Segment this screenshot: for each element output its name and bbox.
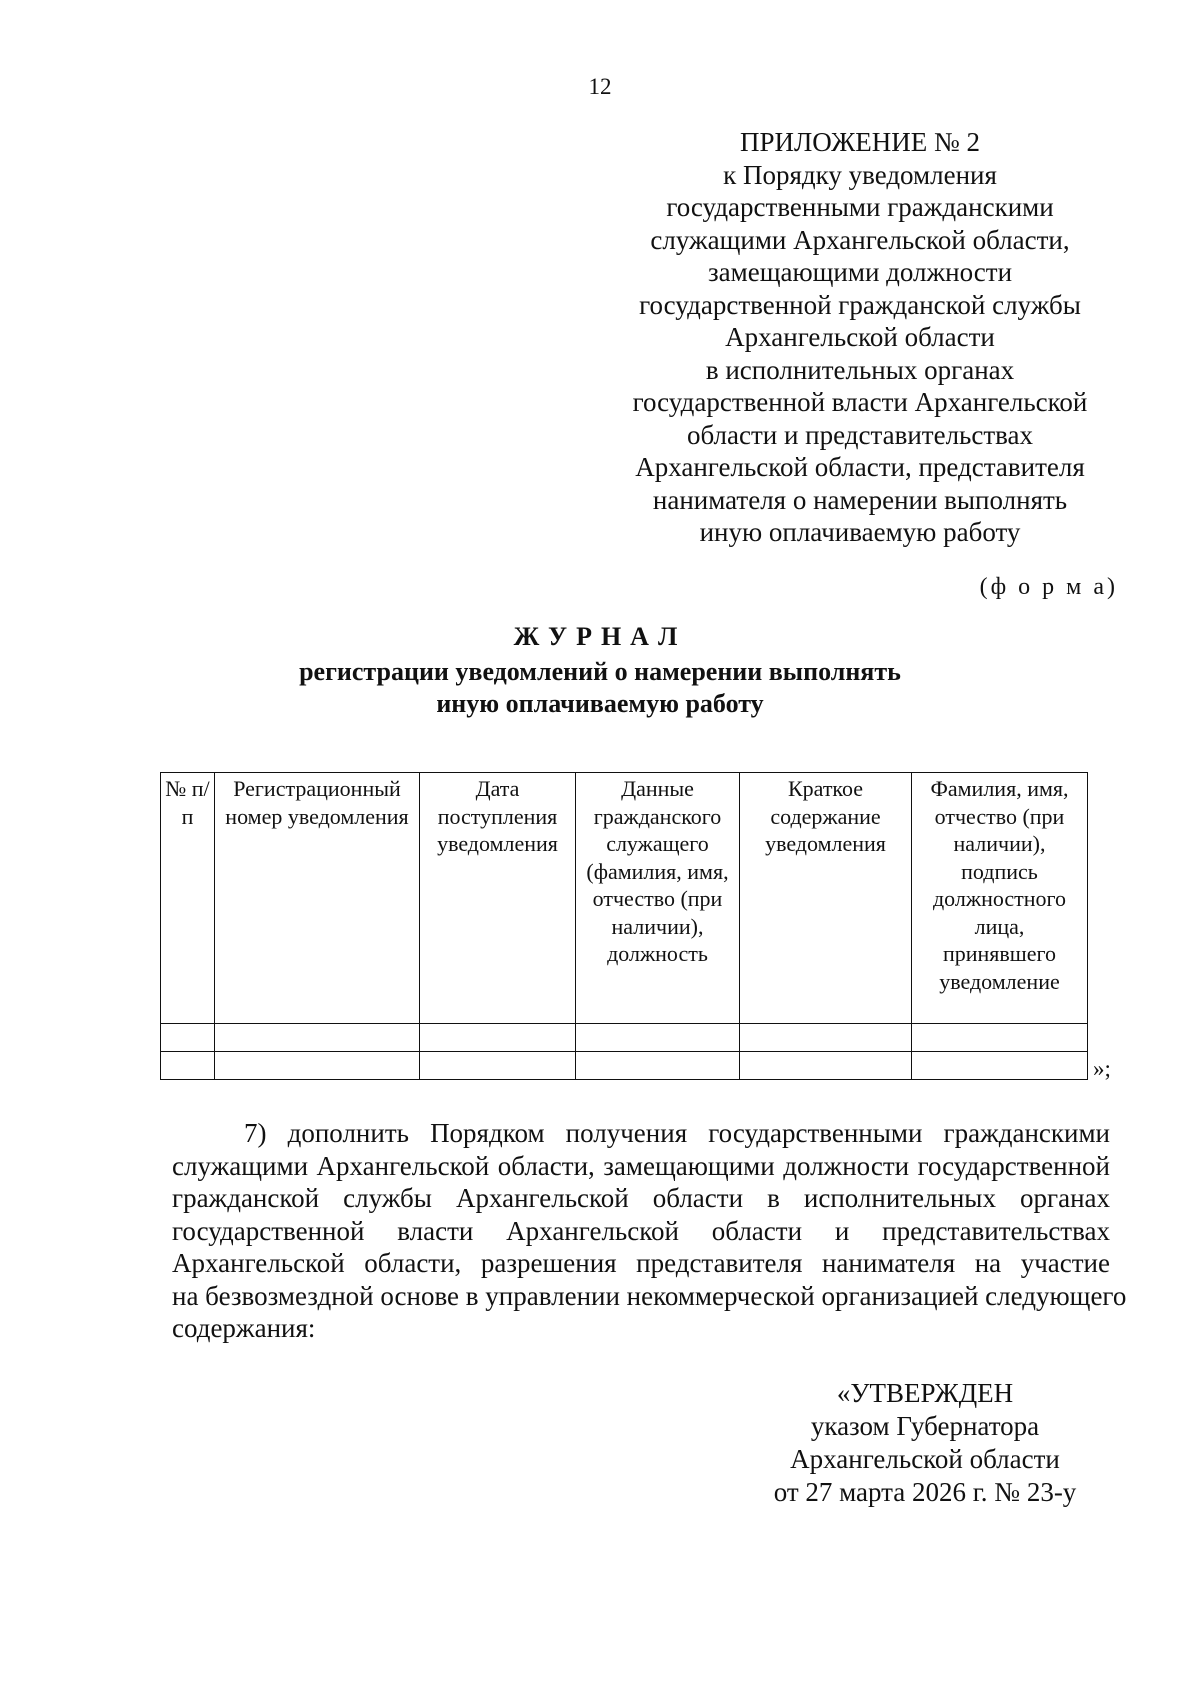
approved-line: Архангельской области: [790, 1444, 1060, 1474]
header-official: Фамилия, имя, отчество (при наличии), подпись должностного лица, принявшего уведомление: [912, 773, 1088, 1024]
closing-quote: »;: [1093, 1056, 1111, 1081]
table-row: [161, 1052, 1088, 1080]
table-cell: [420, 1024, 576, 1052]
journal-table: [160, 772, 1088, 1080]
appendix-line: ПРИЛОЖЕНИЕ № 2: [739, 127, 981, 157]
header-summary: Краткое содержание уведомления: [740, 773, 912, 1024]
appendix-line: служащими Архангельской области,: [650, 224, 1070, 255]
appendix-line: государственной власти Архангельской: [632, 387, 1088, 417]
appendix-line: замещающими должности: [707, 257, 1013, 287]
paragraph-line: государственной власти Архангельской области и представительствах: [172, 1215, 1110, 1246]
paragraph-line: гражданской службы Архангельской области в исполнительных органах: [172, 1183, 1110, 1213]
appendix-line: Архангельской области, представителя: [635, 452, 1085, 482]
form-note: (ф о р м а): [979, 574, 1118, 600]
approved-block: [740, 1377, 1110, 1509]
page-number: 12: [588, 74, 612, 99]
appendix-line: Архангельской области: [725, 322, 995, 352]
journal-title: ЖУРНАЛ: [513, 622, 687, 651]
table-header-row: [161, 773, 1088, 1024]
appendix-line: государственной гражданской службы: [639, 289, 1081, 320]
table-cell: [740, 1024, 912, 1052]
paragraph-line: 7) дополнить Порядком получения государственными гражданскими: [244, 1118, 1110, 1148]
table-cell: [740, 1052, 912, 1080]
paragraph-line: служащими Архангельской области, замещающими должности государственной: [172, 1150, 1110, 1181]
appendix-line: государственными гражданскими: [666, 192, 1054, 222]
table-cell: [161, 1024, 215, 1052]
body-paragraph: [172, 1117, 1127, 1345]
appendix-line: к Порядку уведомления: [723, 159, 997, 190]
header-registration-number: Регистрационный номер уведомления: [215, 773, 420, 1024]
table-cell: [576, 1052, 740, 1080]
table-cell: [420, 1052, 576, 1080]
appendix-header: [600, 126, 1120, 549]
appendix-line: иную оплачиваемую работу: [699, 517, 1021, 547]
approved-line: от 27 марта 2026 г. № 23-у: [773, 1477, 1077, 1507]
journal-subtitle-line: регистрации уведомлений о намерении выполнять: [299, 657, 901, 686]
header-number: № п/п: [161, 773, 215, 1024]
table-cell: [215, 1052, 420, 1080]
appendix-line: в исполнительных органах: [705, 354, 1015, 385]
approved-line: «УТВЕРЖДЕН: [836, 1378, 1014, 1408]
header-receipt-date: Дата поступления уведомления: [420, 773, 576, 1024]
table-cell: [215, 1024, 420, 1052]
table-cell: [912, 1052, 1088, 1080]
journal-subtitle: [0, 656, 1200, 720]
table-row: [161, 1024, 1088, 1052]
table-cell: [161, 1052, 215, 1080]
header-servant-data: Данные гражданского служащего (фамилия, имя, отчество (при наличии), должность: [576, 773, 740, 1024]
paragraph-line: содержания:: [172, 1313, 316, 1343]
journal-subtitle-line: иную оплачиваемую работу: [436, 689, 764, 718]
approved-line: указом Губернатора: [810, 1411, 1040, 1441]
table-cell: [912, 1024, 1088, 1052]
appendix-line: нанимателя о намерении выполнять: [652, 484, 1068, 515]
appendix-line: области и представительствах: [686, 419, 1034, 450]
paragraph-line: на безвозмездной основе в управлении некоммерческой организацией следующего: [172, 1280, 1127, 1311]
table-cell: [576, 1024, 740, 1052]
paragraph-line: Архангельской области, разрешения представителя нанимателя на участие: [172, 1248, 1110, 1278]
